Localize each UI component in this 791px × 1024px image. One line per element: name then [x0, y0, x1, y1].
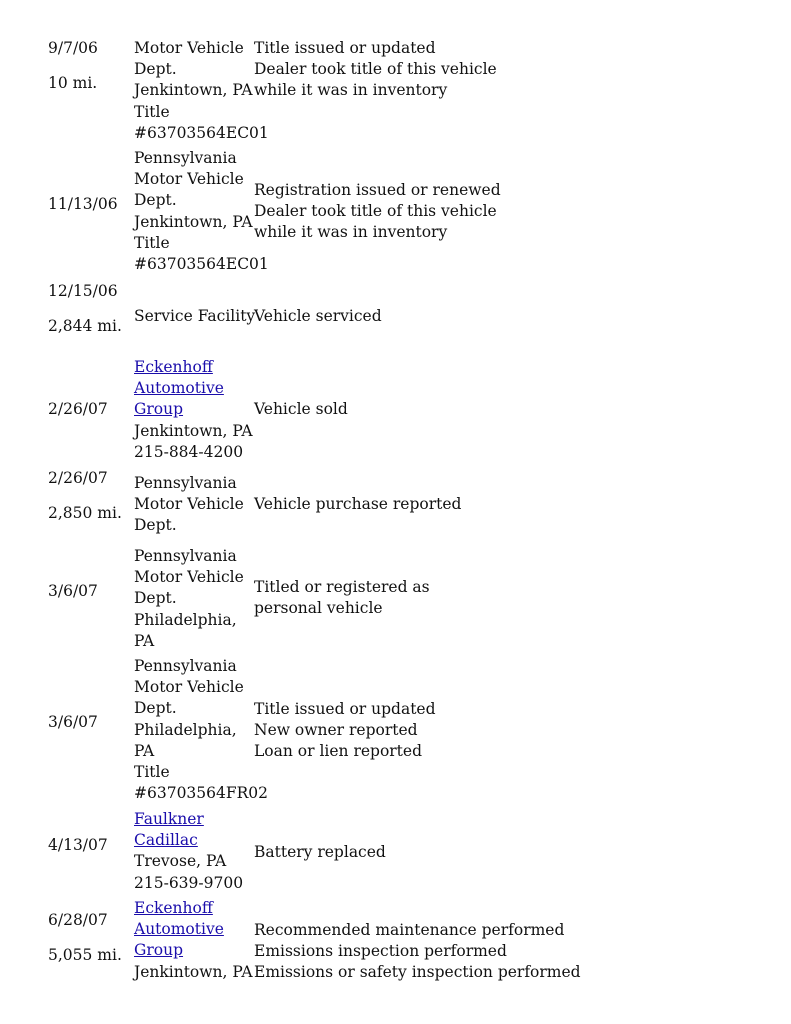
history-record [0, 38, 791, 146]
source-line: #63703564FR02 [134, 784, 269, 803]
comment-line: Registration issued or renewed [254, 181, 501, 199]
history-record [0, 148, 791, 278]
record-date: 2/26/07 [48, 400, 108, 418]
dealer-link[interactable] [134, 378, 252, 399]
record-date-cell [48, 468, 132, 524]
history-record [0, 898, 791, 990]
source-line: Motor Vehicle [134, 678, 244, 697]
source-line: Service Facility [134, 307, 256, 325]
record-date: 6/28/07 [48, 911, 108, 929]
record-date-cell [48, 835, 132, 856]
source-line: Title [134, 102, 170, 121]
record-date: 3/6/07 [48, 582, 98, 600]
record-comments [254, 577, 774, 619]
link-line[interactable]: Cadillac [134, 831, 198, 850]
source-line: 215-884-4200 [134, 442, 244, 461]
record-date: 2/26/07 [48, 469, 108, 487]
record-source [134, 656, 269, 804]
source-line: Pennsylvania [134, 149, 237, 167]
comment-line: Battery replaced [254, 843, 386, 861]
record-source [134, 809, 252, 894]
dealer-link[interactable] [134, 830, 252, 851]
source-line: 215-639-9700 [134, 873, 244, 892]
link-line[interactable]: Eckenhoff [134, 899, 213, 917]
record-comments [254, 920, 774, 984]
source-line: Dept. [134, 60, 177, 79]
record-date-cell [48, 712, 132, 733]
record-date: 11/13/06 [48, 195, 118, 213]
dealer-link[interactable] [134, 399, 252, 420]
record-date-cell [48, 581, 132, 602]
source-line: #63703564EC01 [134, 255, 269, 274]
record-comments [254, 180, 774, 244]
source-line: Jenkintown, PA [134, 212, 253, 231]
source-line: Philadelphia, [134, 610, 237, 629]
record-date: 12/15/06 [48, 282, 118, 300]
source-line: Dept. [134, 699, 177, 718]
history-record [0, 357, 791, 465]
history-record [0, 809, 791, 897]
link-line[interactable]: Group [134, 941, 184, 960]
comment-line: Vehicle serviced [254, 307, 382, 325]
record-source [134, 306, 256, 327]
record-date-cell [48, 281, 132, 337]
source-line: Pennsylvania [134, 657, 237, 675]
comment-line: while it was in inventory [254, 81, 448, 100]
dealer-link[interactable] [134, 809, 252, 830]
comment-line: Vehicle sold [254, 400, 348, 418]
record-date: 9/7/06 [48, 39, 98, 57]
source-line: Title [134, 233, 170, 252]
history-record [0, 656, 791, 808]
source-line: Motor Vehicle [134, 170, 244, 189]
source-line: Title [134, 763, 170, 782]
record-source [134, 473, 252, 537]
source-line: Dept. [134, 191, 177, 210]
source-line: #63703564EC01 [134, 123, 269, 142]
comment-line: Dealer took title of this vehicle [254, 202, 497, 221]
link-line[interactable]: Automotive [134, 379, 224, 398]
record-comments [254, 399, 774, 420]
source-line: Pennsylvania [134, 547, 237, 565]
source-line: PA [134, 741, 155, 760]
source-line: Dept. [134, 516, 177, 535]
record-date: 4/13/07 [48, 836, 108, 854]
record-date-cell [48, 910, 132, 966]
comment-line: Vehicle purchase reported [254, 495, 462, 513]
comment-line: while it was in inventory [254, 223, 448, 242]
record-source [134, 148, 269, 275]
record-date-cell [48, 399, 132, 420]
record-source [134, 357, 252, 463]
dealer-link[interactable] [134, 357, 252, 378]
record-mileage: 10 mi. [48, 74, 98, 93]
comment-line: Emissions inspection performed [254, 942, 507, 961]
history-record [0, 468, 791, 538]
source-line: Pennsylvania [134, 474, 237, 492]
source-line: Jenkintown, PA [134, 962, 253, 981]
source-line: Trevose, PA [134, 852, 227, 871]
history-record [0, 546, 791, 654]
record-comments [254, 699, 774, 763]
source-line: Jenkintown, PA [134, 421, 253, 440]
dealer-link[interactable] [134, 919, 252, 940]
comment-line: Title issued or updated [254, 39, 436, 57]
source-line: Motor Vehicle [134, 39, 244, 57]
dealer-link[interactable] [134, 940, 252, 961]
record-mileage: 2,850 mi. [48, 504, 122, 523]
record-comments [254, 306, 774, 327]
record-mileage: 5,055 mi. [48, 946, 122, 965]
source-line: Motor Vehicle [134, 495, 244, 514]
link-line[interactable]: Faulkner [134, 810, 204, 828]
record-date-cell [48, 194, 132, 215]
comment-line: personal vehicle [254, 599, 383, 618]
comment-line: Titled or registered as [254, 578, 430, 596]
record-source [134, 898, 252, 983]
record-comments [254, 842, 774, 863]
link-line[interactable]: Eckenhoff [134, 358, 213, 376]
comment-line: Dealer took title of this vehicle [254, 60, 497, 79]
record-mileage: 2,844 mi. [48, 317, 122, 336]
record-date-cell [48, 38, 132, 94]
record-source [134, 38, 269, 144]
record-comments [254, 38, 774, 102]
comment-line: Loan or lien reported [254, 742, 423, 761]
source-line: Motor Vehicle [134, 568, 244, 587]
source-line: Philadelphia, [134, 720, 237, 739]
link-line[interactable]: Group [134, 400, 184, 419]
comment-line: New owner reported [254, 721, 418, 740]
comment-line: Emissions or safety inspection performed [254, 963, 581, 982]
record-source [134, 546, 252, 652]
source-line: PA [134, 631, 155, 650]
source-line: Dept. [134, 589, 177, 608]
source-line: Jenkintown, PA [134, 81, 253, 100]
record-comments [254, 494, 774, 515]
comment-line: Recommended maintenance performed [254, 921, 565, 939]
history-record [0, 281, 791, 341]
dealer-link[interactable] [134, 898, 252, 919]
comment-line: Title issued or updated [254, 700, 436, 718]
link-line[interactable]: Automotive [134, 920, 224, 939]
record-date: 3/6/07 [48, 713, 98, 731]
